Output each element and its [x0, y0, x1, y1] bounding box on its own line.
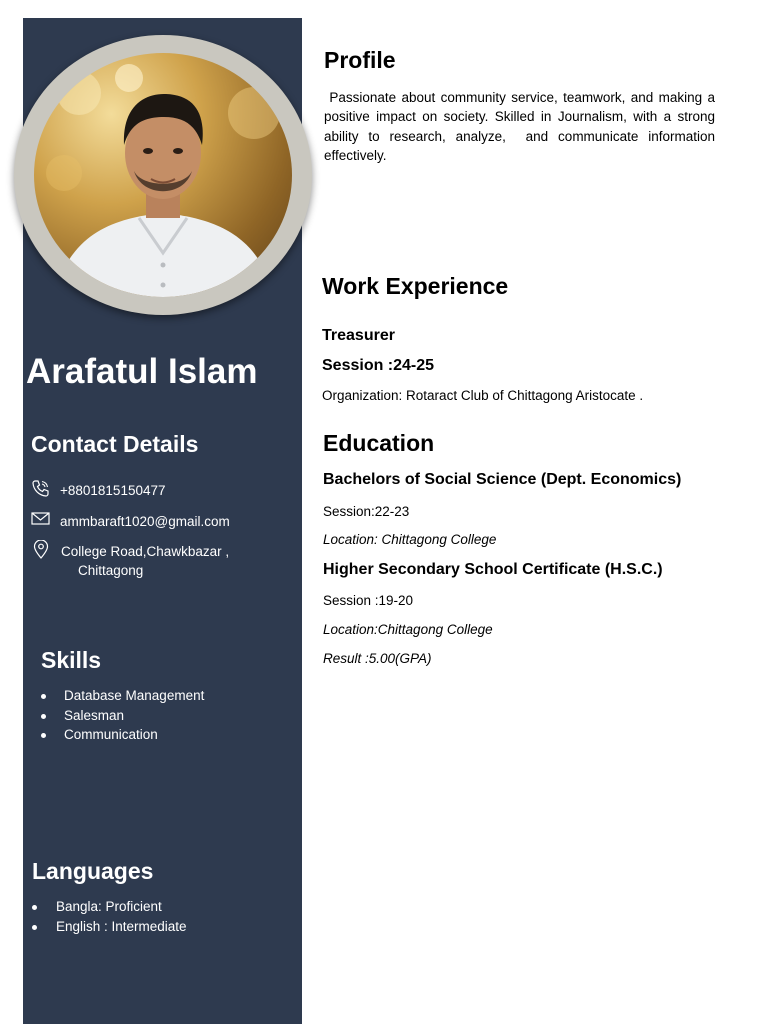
location-pin-icon [33, 540, 49, 564]
phone-icon [31, 479, 50, 503]
skills-heading: Skills [41, 647, 102, 673]
education-location: Location: Chittagong College [323, 532, 497, 547]
profile-photo-frame [14, 35, 312, 315]
education-result: Result :5.00(GPA) [323, 651, 432, 666]
contact-phone: +8801815150477 [60, 483, 166, 498]
education-degree: Bachelors of Social Science (Dept. Economics) [323, 471, 682, 488]
candidate-name: Arafatul Islam [26, 352, 258, 391]
contact-address-line1: College Road,Chawkbazar , [61, 544, 230, 559]
languages-heading: Languages [32, 858, 154, 884]
contact-address-line2: Chittagong [78, 563, 144, 578]
education-heading: Education [323, 430, 435, 456]
job-title: Treasurer [322, 327, 395, 344]
job-organization: Organization: Rotaract Club of Chittagong Aristocate . [322, 388, 644, 403]
job-session: Session :24-25 [322, 357, 435, 374]
profile-heading: Profile [324, 47, 396, 73]
contact-email: ammbaraft1020@gmail.com [60, 514, 230, 529]
email-icon [31, 511, 50, 531]
work-experience-heading: Work Experience [322, 273, 509, 299]
education-session: Session :19-20 [323, 593, 414, 608]
profile-photo [34, 53, 292, 297]
education-degree: Higher Secondary School Certificate (H.S.C.) [323, 561, 663, 578]
education-session: Session:22-23 [323, 504, 410, 519]
contact-heading: Contact Details [31, 431, 199, 457]
education-location: Location:Chittagong College [323, 622, 493, 637]
profile-summary: Passionate about community service, teamwork, and making a positive impact on society. Skilled in Journalism, with a strong ability to research, analyze, and communicate information effectively. [324, 90, 719, 163]
